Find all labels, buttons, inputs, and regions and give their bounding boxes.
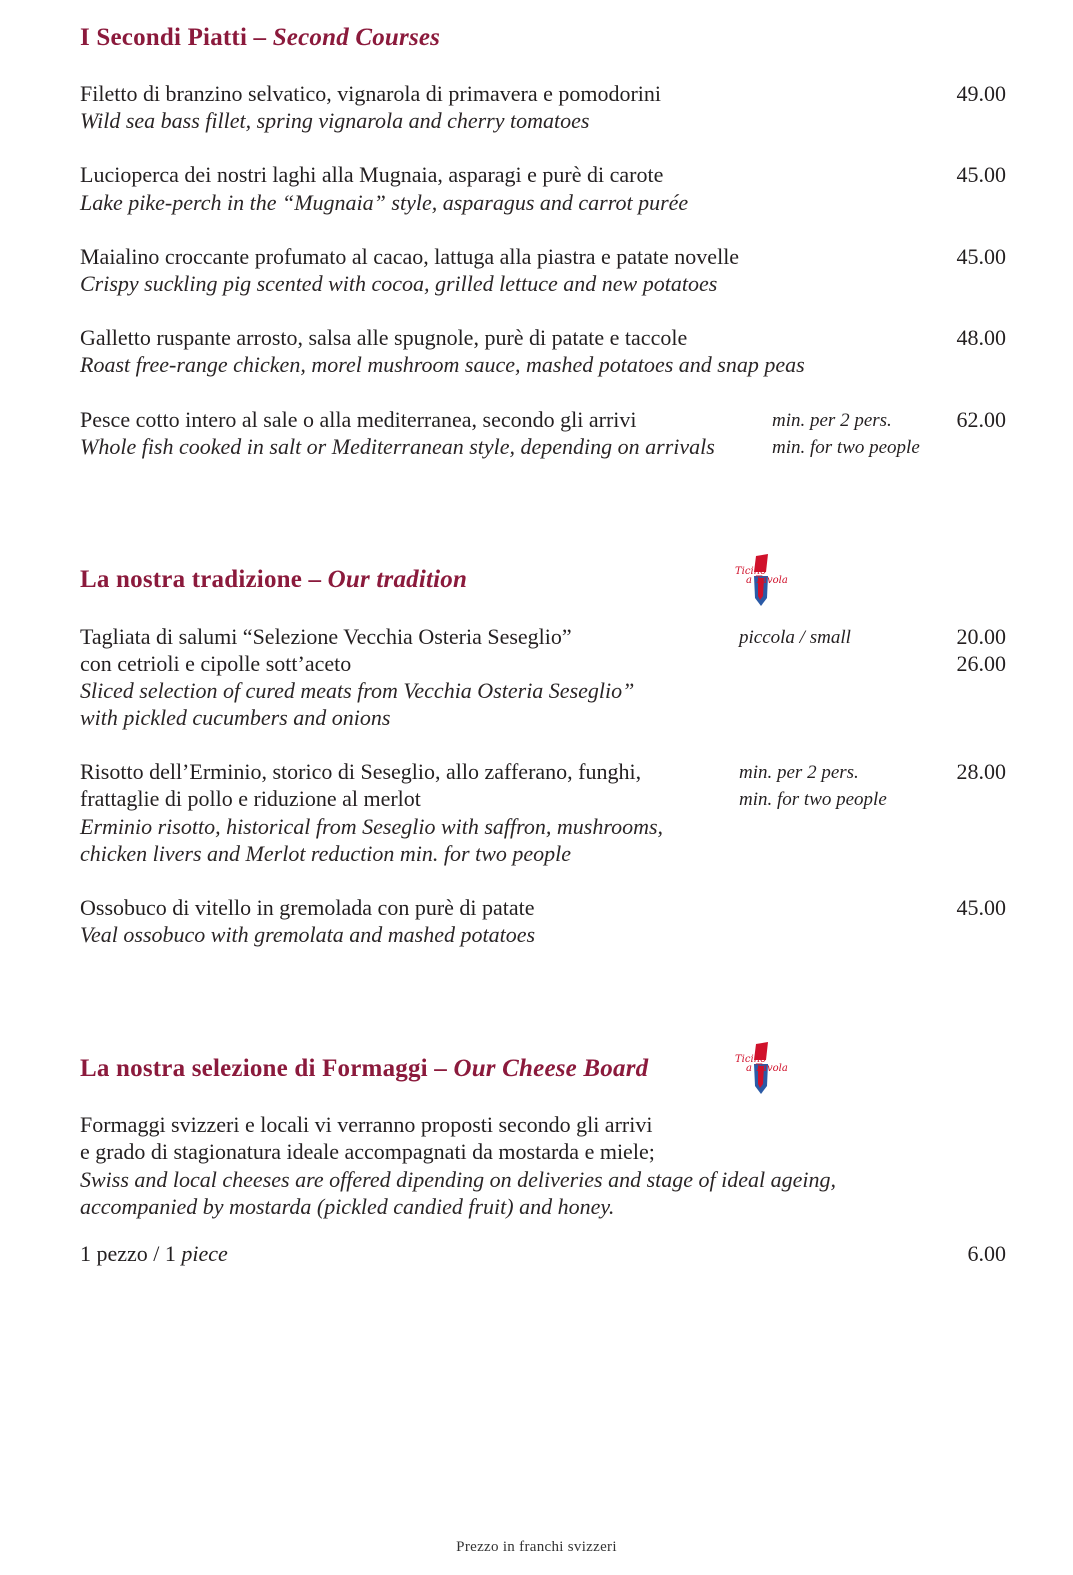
section-title-en: Our tradition xyxy=(327,566,468,593)
dish-name-it: Filetto di branzino selvatico, vignarola di primavera e pomodorini xyxy=(80,81,662,106)
dish-name-en: Lake pike-perch in the “Mugnaia” style, asparagus and carrot purée xyxy=(80,190,689,215)
footer-currency-note: Prezzo in franchi svizzeri xyxy=(456,1539,617,1555)
dish-name-en: Crispy suckling pig scented with cocoa, grilled lettuce and new potatoes xyxy=(80,271,718,296)
min-people-note-it: min. per 2 pers. xyxy=(772,410,892,431)
dish-name-it: Tagliata di salumi “Selezione Vecchia Osteria Seseglio” xyxy=(80,624,572,649)
portion-price: 6.00 xyxy=(967,1241,1006,1266)
cheese-desc-en: Swiss and local cheeses are offered dipending on deliveries and stage of ideal ageing, xyxy=(80,1167,837,1192)
dish-name-en: Wild sea bass fillet, spring vignarola and cherry tomatoes xyxy=(80,108,590,133)
section-title-en: Our Cheese Board xyxy=(453,1055,649,1082)
dish-price: 48.00 xyxy=(956,325,1006,350)
logo-text-1: Ticino xyxy=(735,566,767,577)
title-separator: – xyxy=(434,1055,447,1082)
dish-price-small: 20.00 xyxy=(956,624,1006,649)
dish-name-en: Sliced selection of cured meats from Vecchia Osteria Seseglio” xyxy=(80,678,635,703)
dish-name-it: Maialino croccante profumato al cacao, lattuga alla piastra e patate novelle xyxy=(80,244,740,269)
section-title-secondi xyxy=(80,24,440,52)
dish-name-en: Veal ossobuco with gremolata and mashed potatoes xyxy=(80,922,536,947)
section-title-it: La nostra selezione di Formaggi xyxy=(80,1055,428,1082)
title-separator: – xyxy=(253,24,267,51)
section-title-formaggi xyxy=(80,1055,648,1083)
min-people-note-it: min. per 2 pers. xyxy=(739,762,859,783)
dish-price: 45.00 xyxy=(956,162,1006,187)
cheese-desc-it-line2: e grado di stagionatura ideale accompagnati da mostarda e miele; xyxy=(80,1139,655,1164)
cheese-desc-it: Formaggi svizzeri e locali vi verranno proposti secondo gli arrivi xyxy=(80,1112,653,1137)
dish-name-en: Erminio risotto, historical from Seseglio with saffron, mushrooms, xyxy=(80,814,664,839)
section-title-it: La nostra tradizione xyxy=(80,566,303,593)
dish-name-it: Lucioperca dei nostri laghi alla Mugnaia, asparagi e purè di carote xyxy=(80,162,664,187)
dish-name-it-line2: frattaglie di pollo e riduzione al merlot xyxy=(80,786,421,811)
min-people-note-en: min. for two people xyxy=(772,437,920,458)
section-title-tradizione xyxy=(80,566,467,594)
dish-price-large: 26.00 xyxy=(956,651,1006,676)
dish-price: 45.00 xyxy=(956,895,1006,920)
ticino-a-tavola-logo xyxy=(734,1040,794,1096)
size-note: piccola / small xyxy=(739,627,851,648)
dish-name-en-line2: with pickled cucumbers and onions xyxy=(80,705,391,730)
logo-text-2: a Tavola xyxy=(746,1063,788,1074)
dish-name-it: Galletto ruspante arrosto, salsa alle spugnole, purè di patate e taccole xyxy=(80,325,688,350)
dish-name-it: Ossobuco di vitello in gremolada con purè di patate xyxy=(80,895,535,920)
portion-label-it: 1 pezzo / 1 xyxy=(80,1241,176,1266)
logo-text-2: a Tavola xyxy=(746,575,788,586)
dish-price: 49.00 xyxy=(956,81,1006,106)
logo-text-1: Ticino xyxy=(735,1054,767,1065)
dish-name-en-line2: chicken livers and Merlot reduction min. for two people xyxy=(80,841,572,866)
section-title-en: Second Courses xyxy=(272,24,441,51)
min-people-note-en: min. for two people xyxy=(739,789,887,810)
dish-name-en: Roast free-range chicken, morel mushroom sauce, mashed potatoes and snap peas xyxy=(80,352,805,377)
portion-label-en: piece xyxy=(181,1241,228,1266)
dish-price: 28.00 xyxy=(956,759,1006,784)
dish-name-it: Risotto dell’Erminio, storico di Seseglio, allo zafferano, funghi, xyxy=(80,759,642,784)
dish-price: 45.00 xyxy=(956,244,1006,269)
cheese-desc-en-line2: accompanied by mostarda (pickled candied fruit) and honey. xyxy=(80,1194,615,1219)
dish-name-it-line2: con cetrioli e cipolle sott’aceto xyxy=(80,651,352,676)
section-title-it: I Secondi Piatti xyxy=(80,24,248,51)
dish-name-it: Pesce cotto intero al sale o alla mediterranea, secondo gli arrivi xyxy=(80,407,637,432)
ticino-a-tavola-logo xyxy=(734,552,794,608)
dish-price: 62.00 xyxy=(956,407,1006,432)
title-separator: – xyxy=(308,566,322,593)
portion-label xyxy=(80,1240,228,1267)
dish-name-en: Whole fish cooked in salt or Mediterranean style, depending on arrivals xyxy=(80,434,715,459)
